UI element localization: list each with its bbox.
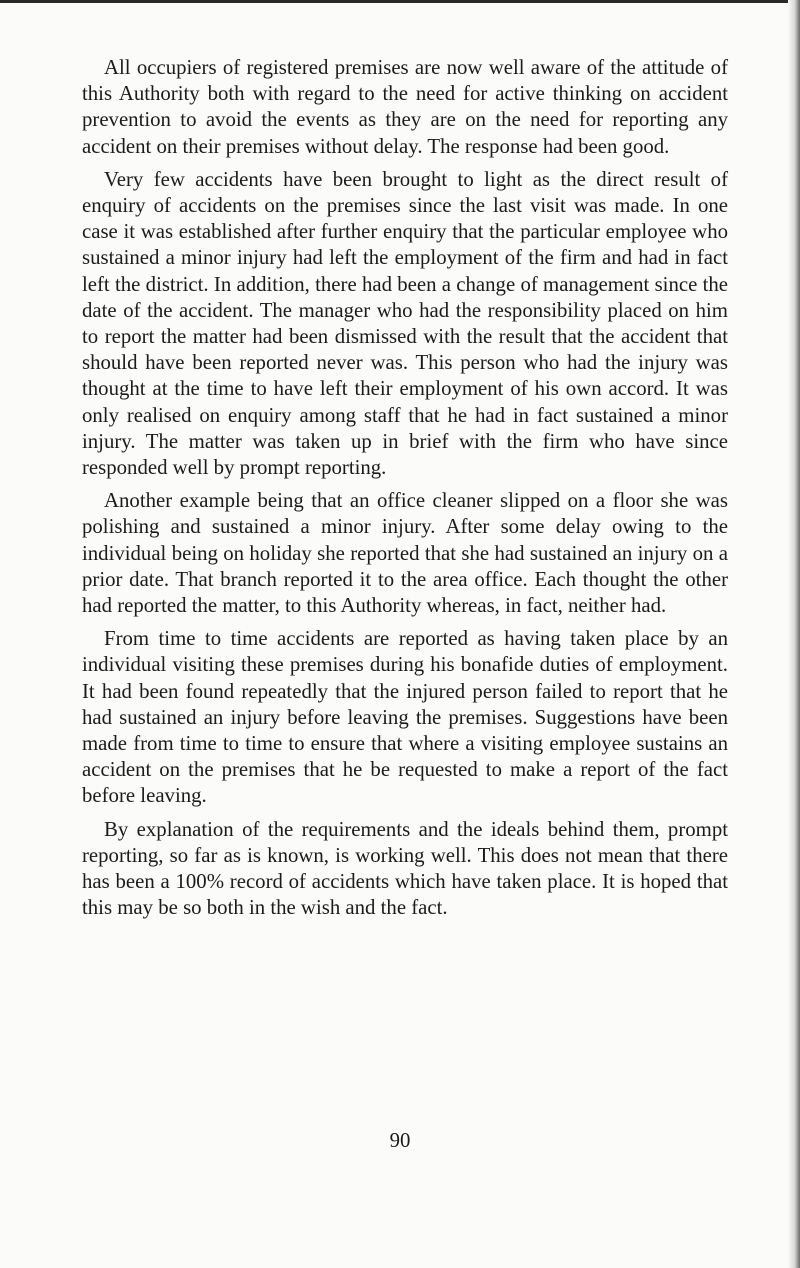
scan-top-edge xyxy=(0,0,800,3)
paragraph: Another example being that an office cleaner slipped on a floor she was polishing and sustained a minor injury. After some delay owing to the individual being on holiday she reported that she had sustained an injury on a prior date. That branch reported it to the area office. Each thought the other had reported the matter, to this Authority whereas, in fact, neither had. xyxy=(82,489,728,618)
body-text xyxy=(82,55,728,929)
scan-right-edge xyxy=(788,0,800,1268)
paragraph: Very few accidents have been brought to light as the direct result of enquiry of accidents on the premises since the last visit was made. In one case it was established after further enquiry that the particular employee who sustained a minor injury had left the employment of the firm and had in fact left the district. In addition, there had been a change of management since the date of the accident. The manager who had the responsibility placed on him to report the matter had been dismissed with the result that the accident that should have been reported never was. This person who had the injury was thought at the time to have left their employment of his own accord. It was only realised on enquiry among staff that he had in fact sustained a minor injury. The matter was taken up in brief with the firm who have since responded well by prompt reporting. xyxy=(82,167,728,480)
page-number: 90 xyxy=(389,1129,411,1152)
paragraph: From time to time accidents are reported as having taken place by an individual visiting these premises during his bonafide duties of employment. It had been found repeatedly that the injured person failed to report that he had sustained an injury before leaving the premises. Suggestions have been made from time to time to ensure that where a visiting employee sustains an accident on the premises that he be requested to make a report of the fact before leaving. xyxy=(82,627,728,808)
paragraph: By explanation of the requirements and the ideals behind them, prompt reporting, so far as is known, is working well. This does not mean that there has been a 100% record of accidents which have taken place. It is hoped that this may be so both in the wish and the fact. xyxy=(82,817,728,920)
paragraph: All occupiers of registered premises are now well aware of the attitude of this Authority both with regard to the need for active thinking on accident prevention to avoid the events as they are on the need for reporting any accident on their premises without delay. The response had been good. xyxy=(82,56,728,158)
